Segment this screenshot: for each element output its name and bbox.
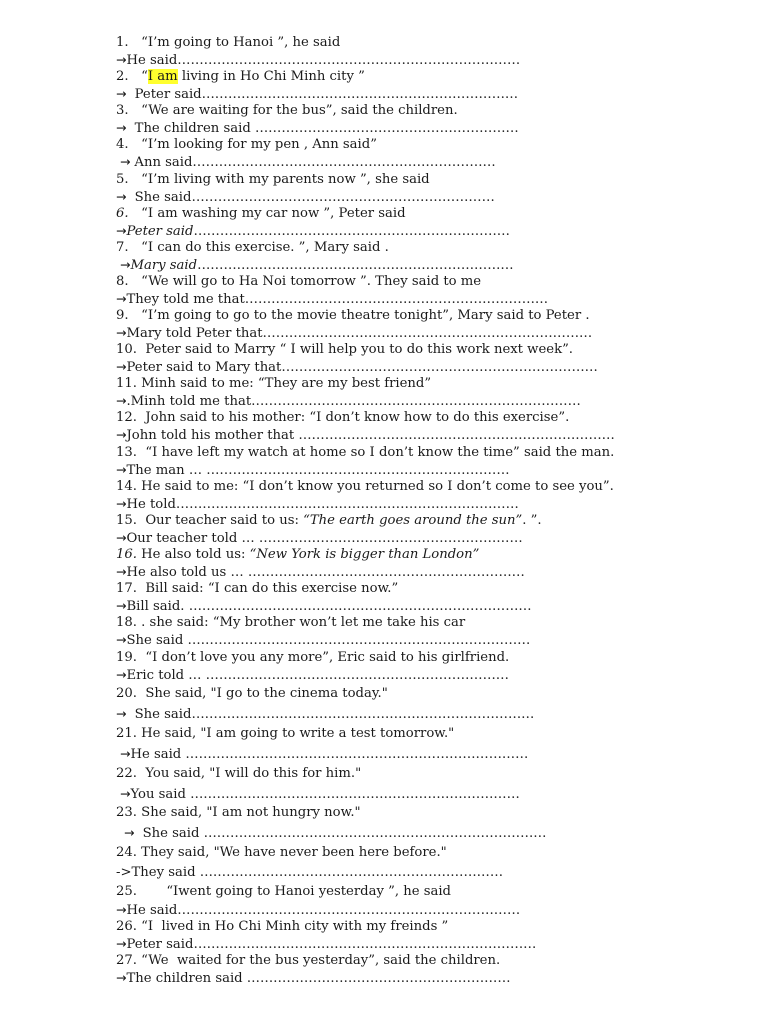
arrow-icon: → bbox=[116, 120, 131, 135]
question-text: 2. “ bbox=[116, 69, 148, 84]
question-line bbox=[116, 342, 573, 358]
answer-text: She said…………………………………………………………………… bbox=[130, 707, 535, 722]
question-text: 27. “We waited for the bus yesterday”, said the children. bbox=[116, 953, 501, 968]
answer-line bbox=[116, 359, 598, 376]
answer-text: Our teacher told … …………………………………………………… bbox=[126, 531, 523, 546]
question-text: 6. bbox=[116, 206, 129, 221]
question-text: 13. “I have left my watch at home so I don’t know the time” said the man. bbox=[116, 445, 615, 460]
question-text: 21. He said, "I am going to write a test tomorrow." bbox=[116, 726, 455, 741]
question-line bbox=[116, 35, 340, 51]
answer-line bbox=[116, 189, 495, 206]
question-text: 9. “I’m going to go to the movie theatre tonight”, Mary said to Peter . bbox=[116, 308, 590, 323]
question-text: 15. Our teacher said to us: bbox=[116, 513, 304, 528]
arrow-icon: → bbox=[116, 223, 127, 238]
question-text: 24. They said, "We have never been here before." bbox=[116, 845, 447, 860]
answer-text: Mary said bbox=[130, 258, 198, 273]
question-line bbox=[116, 410, 569, 426]
question-text: 25. “Iwent going to Hanoi yesterday ”, he said bbox=[116, 884, 451, 899]
question-text: “The earth goes around the sun” bbox=[303, 513, 523, 528]
answer-text: ……………………………………………………………… bbox=[197, 258, 514, 273]
answer-text: Peter said……………………………………………………………… bbox=[130, 87, 519, 102]
question-text: He also told us: bbox=[136, 547, 250, 562]
question-text: 14. He said to me: “I don’t know you returned so I don’t come to see you”. bbox=[116, 479, 614, 494]
question-text: 3. “We are waiting for the bus”, said the children. bbox=[116, 103, 458, 118]
answer-text: She said …………………………………………………………………… bbox=[138, 826, 547, 841]
answer-line bbox=[116, 291, 548, 308]
answer-line bbox=[116, 86, 518, 103]
question-text: 19. “I don’t love you any more”, Eric said to his girlfriend. bbox=[116, 650, 510, 665]
arrow-icon: → bbox=[116, 598, 127, 613]
arrow-icon: → bbox=[116, 936, 127, 951]
question-line bbox=[116, 445, 614, 461]
arrow-icon: → bbox=[116, 970, 127, 985]
answer-text: Peter said to Mary that……………………………………………………………… bbox=[126, 360, 598, 375]
answer-text: She said…………………………………………………………… bbox=[130, 190, 495, 205]
arrow-icon: → bbox=[116, 496, 127, 511]
question-text: 4. “I’m looking for my pen , Ann said” bbox=[116, 137, 377, 152]
question-line bbox=[116, 103, 458, 119]
arrow-icon: → bbox=[116, 86, 131, 101]
answer-line bbox=[116, 325, 592, 342]
question-line bbox=[116, 274, 481, 290]
arrow-icon: → bbox=[116, 189, 131, 204]
arrow-icon: → bbox=[116, 746, 131, 761]
answer-line bbox=[116, 706, 534, 723]
question-line bbox=[116, 376, 431, 392]
answer-line bbox=[116, 902, 520, 919]
answer-line bbox=[116, 825, 546, 842]
arrow-icon: → bbox=[116, 564, 127, 579]
question-line bbox=[116, 172, 430, 188]
arrow-icon: → bbox=[116, 462, 127, 477]
answer-text: Mary told Peter that………………………………………………………………… bbox=[126, 326, 593, 341]
arrow-icon: → bbox=[116, 667, 127, 682]
arrow-icon: → bbox=[116, 825, 139, 840]
arrow-icon: → bbox=[116, 902, 127, 917]
arrow-icon: → bbox=[116, 393, 127, 408]
arrow-icon: → bbox=[116, 154, 135, 169]
question-text: 22. You said, "I will do this for him." bbox=[116, 766, 362, 781]
answer-text: John told his mother that ……………………………………………………………… bbox=[126, 428, 615, 443]
answer-line bbox=[116, 496, 519, 513]
arrow-icon: → bbox=[116, 786, 131, 801]
answer-line bbox=[116, 970, 511, 987]
answer-line bbox=[116, 667, 509, 684]
answer-text: The children said …………………………………………………… bbox=[130, 121, 519, 136]
answer-text: He also told us … ……………………………………………………… bbox=[126, 565, 525, 580]
answer-text: ->They said …………………………………………………………… bbox=[116, 865, 504, 880]
answer-text: .Minh told me that………………………………………………………………… bbox=[126, 394, 581, 409]
question-line bbox=[116, 547, 479, 563]
question-text: 1. “I’m going to Hanoi ”, he said bbox=[116, 35, 341, 50]
answer-text: He said …………………………………………………………………… bbox=[130, 747, 529, 762]
question-line bbox=[116, 766, 361, 782]
question-text: 18. . she said: “My brother won’t let me take his car bbox=[116, 615, 466, 630]
answer-line bbox=[116, 632, 530, 649]
arrow-icon: → bbox=[116, 325, 127, 340]
question-line bbox=[116, 137, 377, 153]
answer-line bbox=[116, 746, 528, 763]
answer-text: They told me that…………………………………………………………… bbox=[126, 292, 549, 307]
question-line bbox=[116, 884, 451, 900]
question-line bbox=[116, 953, 500, 969]
question-line bbox=[116, 726, 454, 742]
answer-line bbox=[116, 936, 536, 953]
answer-line bbox=[116, 154, 496, 171]
question-line bbox=[116, 650, 509, 666]
question-text: 7. “I can do this exercise. ”, Mary said . bbox=[116, 240, 389, 255]
answer-text: He said…………………………………………………………………… bbox=[126, 53, 521, 68]
question-text: living in Ho Chi Minh city ” bbox=[177, 69, 365, 84]
answer-text: Eric told … …………………………………………………………… bbox=[126, 668, 509, 683]
question-text: . ”. bbox=[522, 513, 542, 528]
question-text: 8. “We will go to Ha Noi tomorrow ”. They said to me bbox=[116, 274, 482, 289]
question-text: 11. Minh said to me: “They are my best friend” bbox=[116, 376, 432, 391]
question-line bbox=[116, 69, 365, 85]
answer-line bbox=[116, 52, 520, 69]
question-text: 17. Bill said: “I can do this exercise now.” bbox=[116, 581, 399, 596]
arrow-icon: → bbox=[116, 427, 127, 442]
answer-line bbox=[116, 427, 615, 444]
question-line bbox=[116, 805, 361, 821]
question-line bbox=[116, 206, 406, 222]
question-line bbox=[116, 845, 447, 861]
question-text: 16. bbox=[116, 547, 137, 562]
answer-text: He said…………………………………………………………………… bbox=[126, 903, 521, 918]
answer-text: Peter said…………………………………………………………………… bbox=[126, 937, 537, 952]
answer-line bbox=[116, 564, 525, 581]
question-text: 10. Peter said to Marry “ I will help you to do this work next week”. bbox=[116, 342, 573, 357]
question-text: 26. “I lived in Ho Chi Minh city with my freinds ” bbox=[116, 919, 449, 934]
arrow-icon: → bbox=[116, 359, 127, 374]
question-text: 5. “I’m living with my parents now ”, she said bbox=[116, 172, 430, 187]
answer-text: She said …………………………………………………………………… bbox=[126, 633, 531, 648]
answer-text: Peter said bbox=[126, 224, 194, 239]
question-line bbox=[116, 581, 398, 597]
arrow-icon: → bbox=[116, 706, 131, 721]
answer-line bbox=[116, 865, 503, 881]
arrow-icon: → bbox=[116, 632, 127, 647]
question-line bbox=[116, 308, 590, 324]
answer-line bbox=[116, 257, 514, 274]
answer-line bbox=[116, 786, 520, 803]
question-text: 20. She said, "I go to the cinema today." bbox=[116, 686, 388, 701]
answer-text: He told…………………………………………………………………… bbox=[126, 497, 519, 512]
question-line bbox=[116, 919, 448, 935]
answer-text: You said ………………………………………………………………… bbox=[130, 787, 520, 802]
arrow-icon: → bbox=[116, 52, 127, 67]
answer-text: ……………………………………………………………… bbox=[193, 224, 510, 239]
question-text: 23. She said, "I am not hungry now." bbox=[116, 805, 361, 820]
answer-line bbox=[116, 223, 510, 240]
arrow-icon: → bbox=[116, 291, 127, 306]
question-text: “I am washing my car now ”, Peter said bbox=[128, 206, 406, 221]
question-text: 12. John said to his mother: “I don’t know how to do this exercise”. bbox=[116, 410, 570, 425]
arrow-icon: → bbox=[116, 530, 127, 545]
highlighted-text: I am bbox=[147, 69, 178, 84]
answer-text: Ann said…………………………………………………………… bbox=[134, 155, 496, 170]
question-text: “New York is bigger than London” bbox=[249, 547, 480, 562]
answer-text: The children said …………………………………………………… bbox=[126, 971, 511, 986]
question-line bbox=[116, 513, 542, 529]
question-line bbox=[116, 240, 389, 256]
answer-line bbox=[116, 120, 519, 137]
answer-line bbox=[116, 462, 510, 479]
question-line bbox=[116, 615, 465, 631]
question-line bbox=[116, 686, 388, 702]
answer-text: The man … …………………………………………………………… bbox=[126, 463, 510, 478]
question-line bbox=[116, 479, 614, 495]
answer-line bbox=[116, 598, 532, 615]
answer-line bbox=[116, 393, 581, 410]
answer-text: Bill said. …………………………………………………………………… bbox=[126, 599, 532, 614]
answer-line bbox=[116, 530, 523, 547]
arrow-icon: → bbox=[116, 257, 131, 272]
